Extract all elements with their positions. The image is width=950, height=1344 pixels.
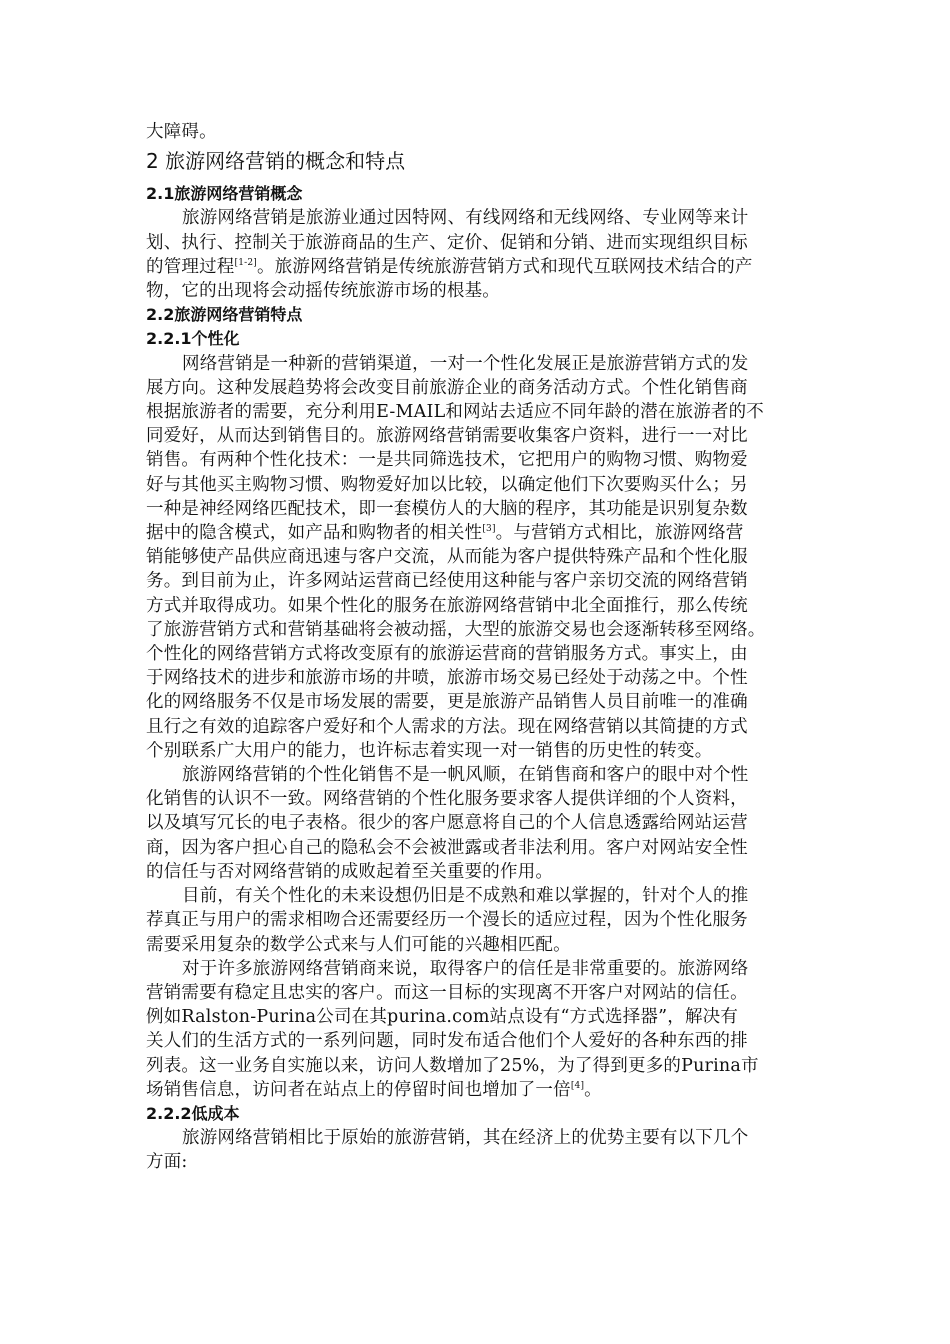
line-text: 大障碍。 xyxy=(146,122,217,142)
paragraph-first-line xyxy=(146,352,806,376)
subsection-heading xyxy=(146,182,806,206)
paragraph-line xyxy=(146,618,806,642)
subsection-heading xyxy=(146,1102,806,1126)
paragraph-line xyxy=(146,521,806,545)
line-text: 化销售的认识不一致。网络营销的个性化服务要求客人提供详细的个人资料， xyxy=(146,789,748,810)
line-text: 好与其他买主购物习惯、购物爱好加以比较，以确定他们下次要购买什么；另 xyxy=(146,474,748,495)
citation-mark: [4] xyxy=(570,1080,585,1091)
line-text: 据中的隐含模式，如产品和购物者的相关性 xyxy=(146,523,483,544)
paragraph-line xyxy=(146,860,806,884)
line-text: 旅游网络营销是旅游业通过因特网、有线网络和无线网络、专业网等来计 xyxy=(182,208,749,229)
line-text: 商，因为客户担心自己的隐私会不会被泄露或者非法利用。客户对网站安全性 xyxy=(146,837,748,858)
paragraph-line xyxy=(146,908,806,932)
paragraph-line xyxy=(146,400,806,424)
line-text: 2 旅游网络营销的概念和特点 xyxy=(146,149,406,174)
line-text-continued: 。旅游网络营销是传统旅游营销方式和现代互联网技术结合的产 xyxy=(257,256,753,277)
paragraph-line xyxy=(146,1005,806,1029)
line-text-continued: 。与营销方式相比，旅游网络营 xyxy=(495,523,744,544)
line-text: 销售。有两种个性化技术：一是共同筛选技术，它把用户的购物习惯、购物爱 xyxy=(146,450,748,471)
line-text: 个别联系广大用户的能力，也许标志着实现一对一销售的历史性的转变。 xyxy=(146,740,713,761)
paragraph-line xyxy=(146,120,806,144)
paragraph-line xyxy=(146,1078,806,1102)
line-text: 场销售信息，访问者在站点上的停留时间也增加了一倍 xyxy=(146,1079,571,1100)
line-text: 同爱好，从而达到销售目的。旅游网络营销需要收集客户资料，进行一一对比 xyxy=(146,426,748,447)
line-text: 营销需要有稳定且忠实的客户。而这一目标的实现离不开客户对网站的信任。 xyxy=(146,982,748,1003)
paragraph-line xyxy=(146,255,806,279)
paragraph-line xyxy=(146,787,806,811)
line-text: 务。到目前为止，许多网站运营商已经使用这种能与客户亲切交流的网络营销 xyxy=(146,571,748,592)
line-text: 方面: xyxy=(146,1152,188,1173)
paragraph-line xyxy=(146,666,806,690)
paragraph-first-line xyxy=(146,884,806,908)
paragraph-line xyxy=(146,715,806,739)
line-text: 且行之有效的追踪客户爱好和个人需求的方法。现在网络营销以其简捷的方式 xyxy=(146,716,748,737)
paragraph-line xyxy=(146,569,806,593)
paragraph-line xyxy=(146,1150,806,1174)
paragraph-line xyxy=(146,981,806,1005)
line-text: 的信任与否对网络营销的成败起着至关重要的作用。 xyxy=(146,861,554,882)
citation-mark: [1-2] xyxy=(234,257,258,268)
paragraph-line xyxy=(146,497,806,521)
line-text: 展方向。这种发展趋势将会改变目前旅游企业的商务活动方式。个性化销售商 xyxy=(146,377,748,398)
subsection-heading xyxy=(146,327,806,351)
line-text: 化的网络服务不仅是市场发展的需要，更是旅游产品销售人员目前唯一的准确 xyxy=(146,692,748,713)
line-text: 荐真正与用户的需求相吻合还需要经历一个漫长的适应过程，因为个性化服务 xyxy=(146,910,748,931)
paragraph-line xyxy=(146,836,806,860)
paragraph-first-line xyxy=(146,957,806,981)
citation-mark: [3] xyxy=(482,524,496,535)
paragraph-line xyxy=(146,1029,806,1053)
section-heading xyxy=(146,146,806,176)
paragraph-first-line xyxy=(146,206,806,230)
line-text: 旅游网络营销相比于原始的旅游营销，其在经济上的优势主要有以下几个 xyxy=(182,1128,749,1149)
line-text: 需要采用复杂的数学公式来与人们可能的兴趣相匹配。 xyxy=(146,934,571,955)
paragraph-line xyxy=(146,933,806,957)
paragraph-line xyxy=(146,739,806,763)
paragraph-first-line xyxy=(146,1126,806,1150)
line-text: 2.2.2低成本 xyxy=(146,1103,240,1123)
paragraph-line xyxy=(146,1054,806,1078)
line-text: 2.1旅游网络营销概念 xyxy=(146,184,303,204)
document-page xyxy=(146,120,806,1175)
line-text: 方式并取得成功。如果个性化的服务在旅游网络营销中北全面推行，那么传统 xyxy=(146,595,748,616)
line-text: 一种是神经网络匹配技术，即一套模仿人的大脑的程序，其功能是识别复杂数 xyxy=(146,498,748,519)
paragraph-line xyxy=(146,811,806,835)
line-text: 列表。这一业务自实施以来，访问人数增加了25%，为了得到更多的Purina市 xyxy=(146,1055,759,1076)
paragraph-line xyxy=(146,545,806,569)
paragraph-line xyxy=(146,594,806,618)
line-text: 2.2旅游网络营销特点 xyxy=(146,305,303,325)
line-text: 例如Ralston-Purina公司在其purina.com站点设有“方式选择器”，解决有 xyxy=(146,1007,739,1028)
paragraph-line xyxy=(146,231,806,255)
line-text: 以及填写冗长的电子表格。很少的客户愿意将自己的个人信息透露给网站运营 xyxy=(146,813,748,834)
line-text: 的管理过程 xyxy=(146,256,235,277)
line-text: 个性化的网络营销方式将改变原有的旅游运营商的营销服务方式。事实上，由 xyxy=(146,644,748,665)
line-text: 网络营销是一种新的营销渠道，一对一个性化发展正是旅游营销方式的发 xyxy=(182,353,749,374)
line-text: 旅游网络营销的个性化销售不是一帆风顺，在销售商和客户的眼中对个性 xyxy=(182,765,749,786)
line-text: 目前，有关个性化的未来设想仍旧是不成熟和难以掌握的，针对个人的推 xyxy=(182,886,749,907)
line-text: 物，它的出现将会动摇传统旅游市场的根基。 xyxy=(146,281,500,302)
line-text: 关人们的生活方式的一系列问题，同时发布适合他们个人爱好的各种东西的排 xyxy=(146,1031,748,1052)
subsection-heading xyxy=(146,303,806,327)
paragraph-line xyxy=(146,690,806,714)
line-text: 根据旅游者的需要，充分利用E-MAIL和网站去适应不同年龄的潜在旅游者的不 xyxy=(146,402,765,423)
line-text-continued: 。 xyxy=(584,1079,602,1100)
line-text: 于网络技术的进步和旅游市场的井喷，旅游市场交易已经处于动荡之中。个性 xyxy=(146,668,748,689)
line-text: 2.2.1个性化 xyxy=(146,329,240,349)
line-text: 销能够使产品供应商迅速与客户交流，从而能为客户提供特殊产品和个性化服 xyxy=(146,547,748,568)
line-text: 划、执行、控制关于旅游商品的生产、定价、促销和分销、进而实现组织目标 xyxy=(146,232,748,253)
paragraph-line xyxy=(146,448,806,472)
line-text: 对于许多旅游网络营销商来说，取得客户的信任是非常重要的。旅游网络 xyxy=(182,958,749,979)
line-text: 了旅游营销方式和营销基础将会被动摇，大型的旅游交易也会逐渐转移至网络。 xyxy=(146,619,766,640)
paragraph-line xyxy=(146,473,806,497)
paragraph-line xyxy=(146,424,806,448)
paragraph-line xyxy=(146,642,806,666)
paragraph-line xyxy=(146,279,806,303)
paragraph-line xyxy=(146,376,806,400)
paragraph-first-line xyxy=(146,763,806,787)
